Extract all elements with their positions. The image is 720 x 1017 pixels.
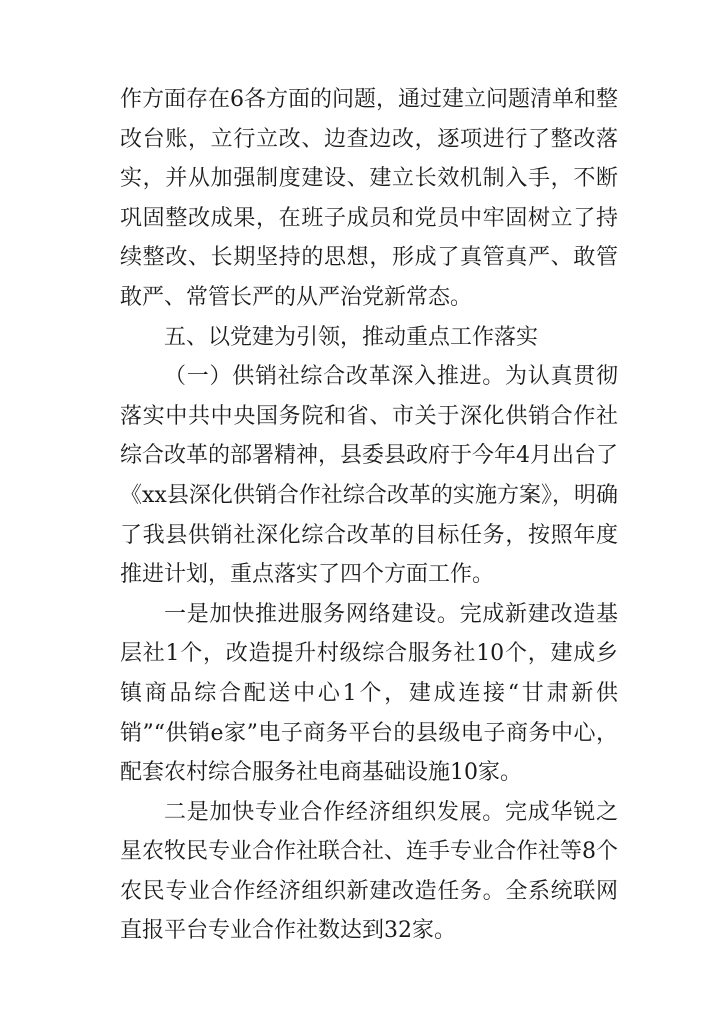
document-body <box>120 80 618 951</box>
paragraph-point-two: 二是加快专业合作经济组织发展。完成华锐之星农牧民专业合作社联合社、连手专业合作社等8个农民专业合作经济组织新建改造任务。全系统联网直报平台专业合作社数达到32家。 <box>120 799 618 944</box>
paragraph-subsection-one: （一）供销社综合改革深入推进。为认真贯彻落实中共中央国务院和省、市关于深化供销合作社综合改革的部署精神，县委县政府于今年4月出台了《xx县深化供销合作社综合改革的实施方案》，明确了我县供销社深化综合改革的目标任务，按照年度推进计划，重点落实了四个方面工作。 <box>120 364 618 588</box>
paragraph-point-one: 一是加快推进服务网络建设。完成新建改造基层社1个，改造提升村级综合服务社10个，建成乡镇商品综合配送中心1个，建成连接“甘肃新供销”“供销e家”电子商务平台的县级电子商务中心，配套农村综合服务社电商基础设施10家。 <box>120 601 618 786</box>
paragraph-continuation: 作方面存在6各方面的问题，通过建立问题清单和整改台账，立行立改、边查边改，逐项进行了整改落实，并从加强制度建设、建立长效机制入手，不断巩固整改成果，在班子成员和党员中牢固树立了持续整改、长期坚持的思想，形成了真管真严、敢管敢严、常管长严的从严治党新常态。 <box>120 87 618 310</box>
section-heading-five: 五、以党建为引领，推动重点工作落实 <box>164 324 539 350</box>
